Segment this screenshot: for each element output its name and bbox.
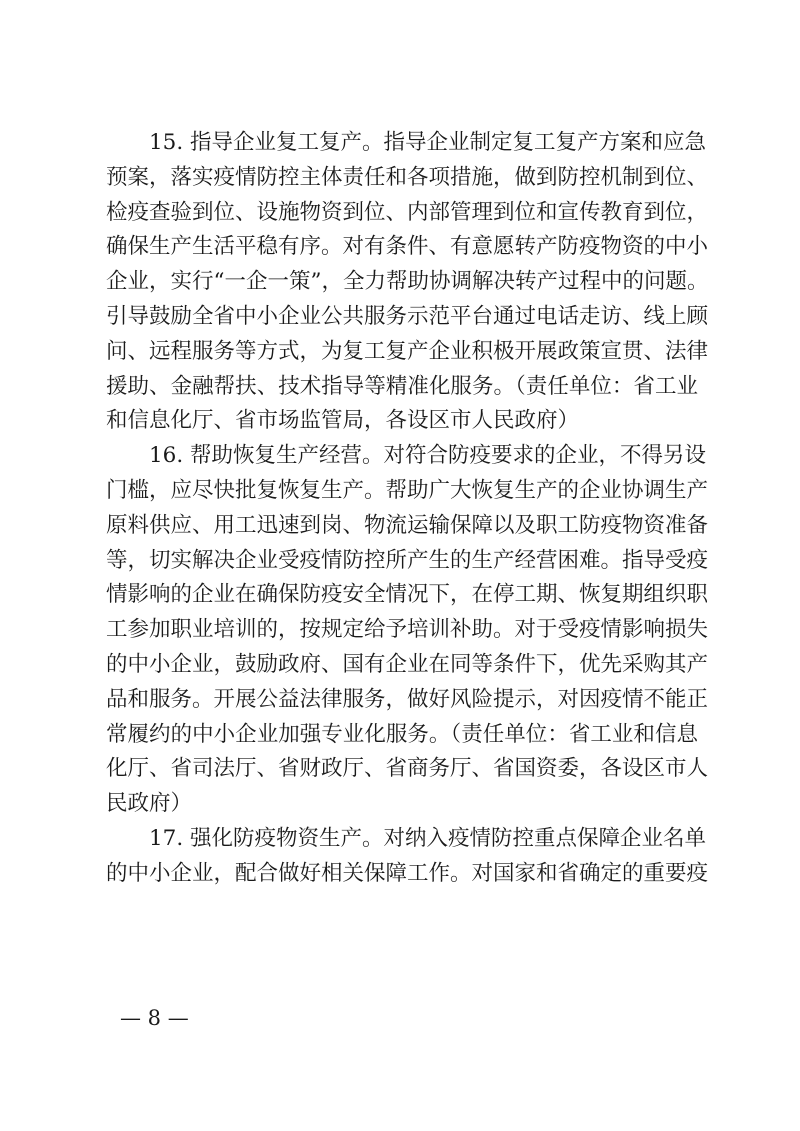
text-line: 情影响的企业在确保防疫安全情况下，在停工期、恢复期组织职 <box>106 582 709 608</box>
text-line: 和信息化厅、省市场监管局，各设区市人民政府） <box>106 408 580 434</box>
text-line: 门槛，应尽快批复恢复生产。帮助广大恢复生产的企业协调生产 <box>106 477 709 503</box>
text-line: 等，切实解决企业受疫情防控所产生的生产经营困难。指导受疫 <box>106 547 709 573</box>
text-line: 原料供应、用工迅速到岗、物流运输保障以及职工防疫物资准备 <box>106 512 709 538</box>
text-line: 援助、金融帮扶、技术指导等精准化服务。（责任单位：省工业 <box>106 373 698 399</box>
paragraph-17 <box>106 822 709 892</box>
text-line: 问、远程服务等方式，为复工复产企业积极开展政策宣贯、法律 <box>106 338 709 364</box>
text-line: 引导鼓励全省中小企业公共服务示范平台通过电话走访、线上顾 <box>106 303 709 329</box>
page-number: — 8 — <box>120 1006 189 1030</box>
text-line: 的中小企业，配合做好相关保障工作。对国家和省确定的重要疫 <box>106 860 709 886</box>
text-line: 15. 指导企业复工复产。指导企业制定复工复产方案和应急 <box>149 130 707 155</box>
body-text <box>106 126 709 892</box>
text-line: 确保生产生活平稳有序。对有条件、有意愿转产防疫物资的中小 <box>106 234 709 260</box>
text-line: 的中小企业，鼓励政府、国有企业在同等条件下，优先采购其产 <box>106 651 709 677</box>
text-line: 品和服务。开展公益法律服务，做好风险提示，对因疫情不能正 <box>106 686 709 712</box>
text-line: 检疫查验到位、设施物资到位、内部管理到位和宣传教育到位， <box>106 199 709 225</box>
text-line: 化厅、省司法厅、省财政厅、省商务厅、省国资委，各设区市人 <box>106 756 709 782</box>
text-line: 17. 强化防疫物资生产。对纳入疫情防控重点保障企业名单 <box>149 825 707 851</box>
text-line: 民政府） <box>106 791 193 817</box>
text-line: 预案，落实疫情防控主体责任和各项措施，做到防控机制到位、 <box>106 164 709 190</box>
paragraph-15 <box>106 126 709 439</box>
text-line: 工参加职业培训的，按规定给予培训补助。对于受疫情影响损失 <box>106 617 709 643</box>
text-line: 企业，实行“一企一策”，全力帮助协调解决转产过程中的问题。 <box>106 269 709 295</box>
text-line: 常履约的中小企业加强专业化服务。（责任单位：省工业和信息 <box>106 721 698 747</box>
paragraph-16 <box>106 439 709 822</box>
text-line: 16. 帮助恢复生产经营。对符合防疫要求的企业，不得另设 <box>149 443 707 469</box>
